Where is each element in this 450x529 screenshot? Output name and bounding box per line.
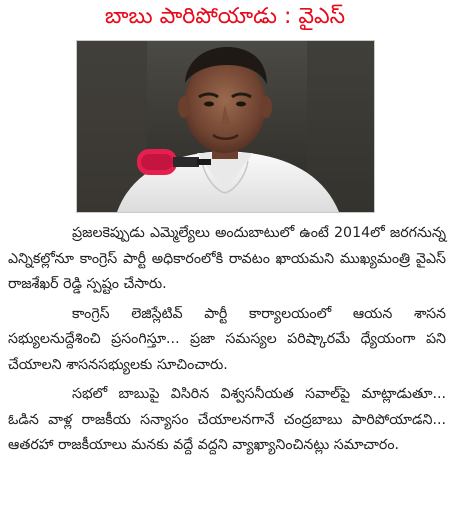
article-paragraph: కాంగ్రెస్ లెజిస్లేటివ్ పార్టీ కార్యాలయంలో ఆయన శాసన సభ్యులనుద్దేశించి ప్రసంగిస్తూ... ప్రజా సమస్యల పరిష్కారమే ధ్యేయంగా పని చేయాలని శాసనసభ్యులకు సూచించారు. [8, 305, 446, 373]
headline: బాబు పారిపోయాడు : వైఎస్ [104, 4, 346, 29]
speaker-portrait-photo [77, 41, 374, 212]
article-body [8, 221, 446, 459]
news-photo [76, 40, 375, 213]
article-paragraph: ప్రజలకెప్పుడు ఎమ్మెల్యేలు అందుబాటులో ఉంటే 2014లో జరగనున్న ఎన్నికల్లోనూ కాంగ్రెస్ పార్టీ అధికారంలోకి రావటం ఖాయమని ముఖ్యమంత్రి వైఎస్ రాజశేఖర్ రెడ్డి స్పష్టం చేసారు. [8, 225, 446, 292]
article-paragraph: సభలో బాబుపై విసిరిన విశ్వసనీయత సవాల్‌పై మాట్లాడుతూ... ఓడిన వాళ్ల రాజకీయ సన్యాసం చేయాలనగానే చంద్రబాబు పారిపోయాడని... ఆతరహా రాజకీయాలు మనకు వద్దే వద్దని వ్యాఖ్యానించినట్లు సమాచారం. [8, 386, 446, 453]
